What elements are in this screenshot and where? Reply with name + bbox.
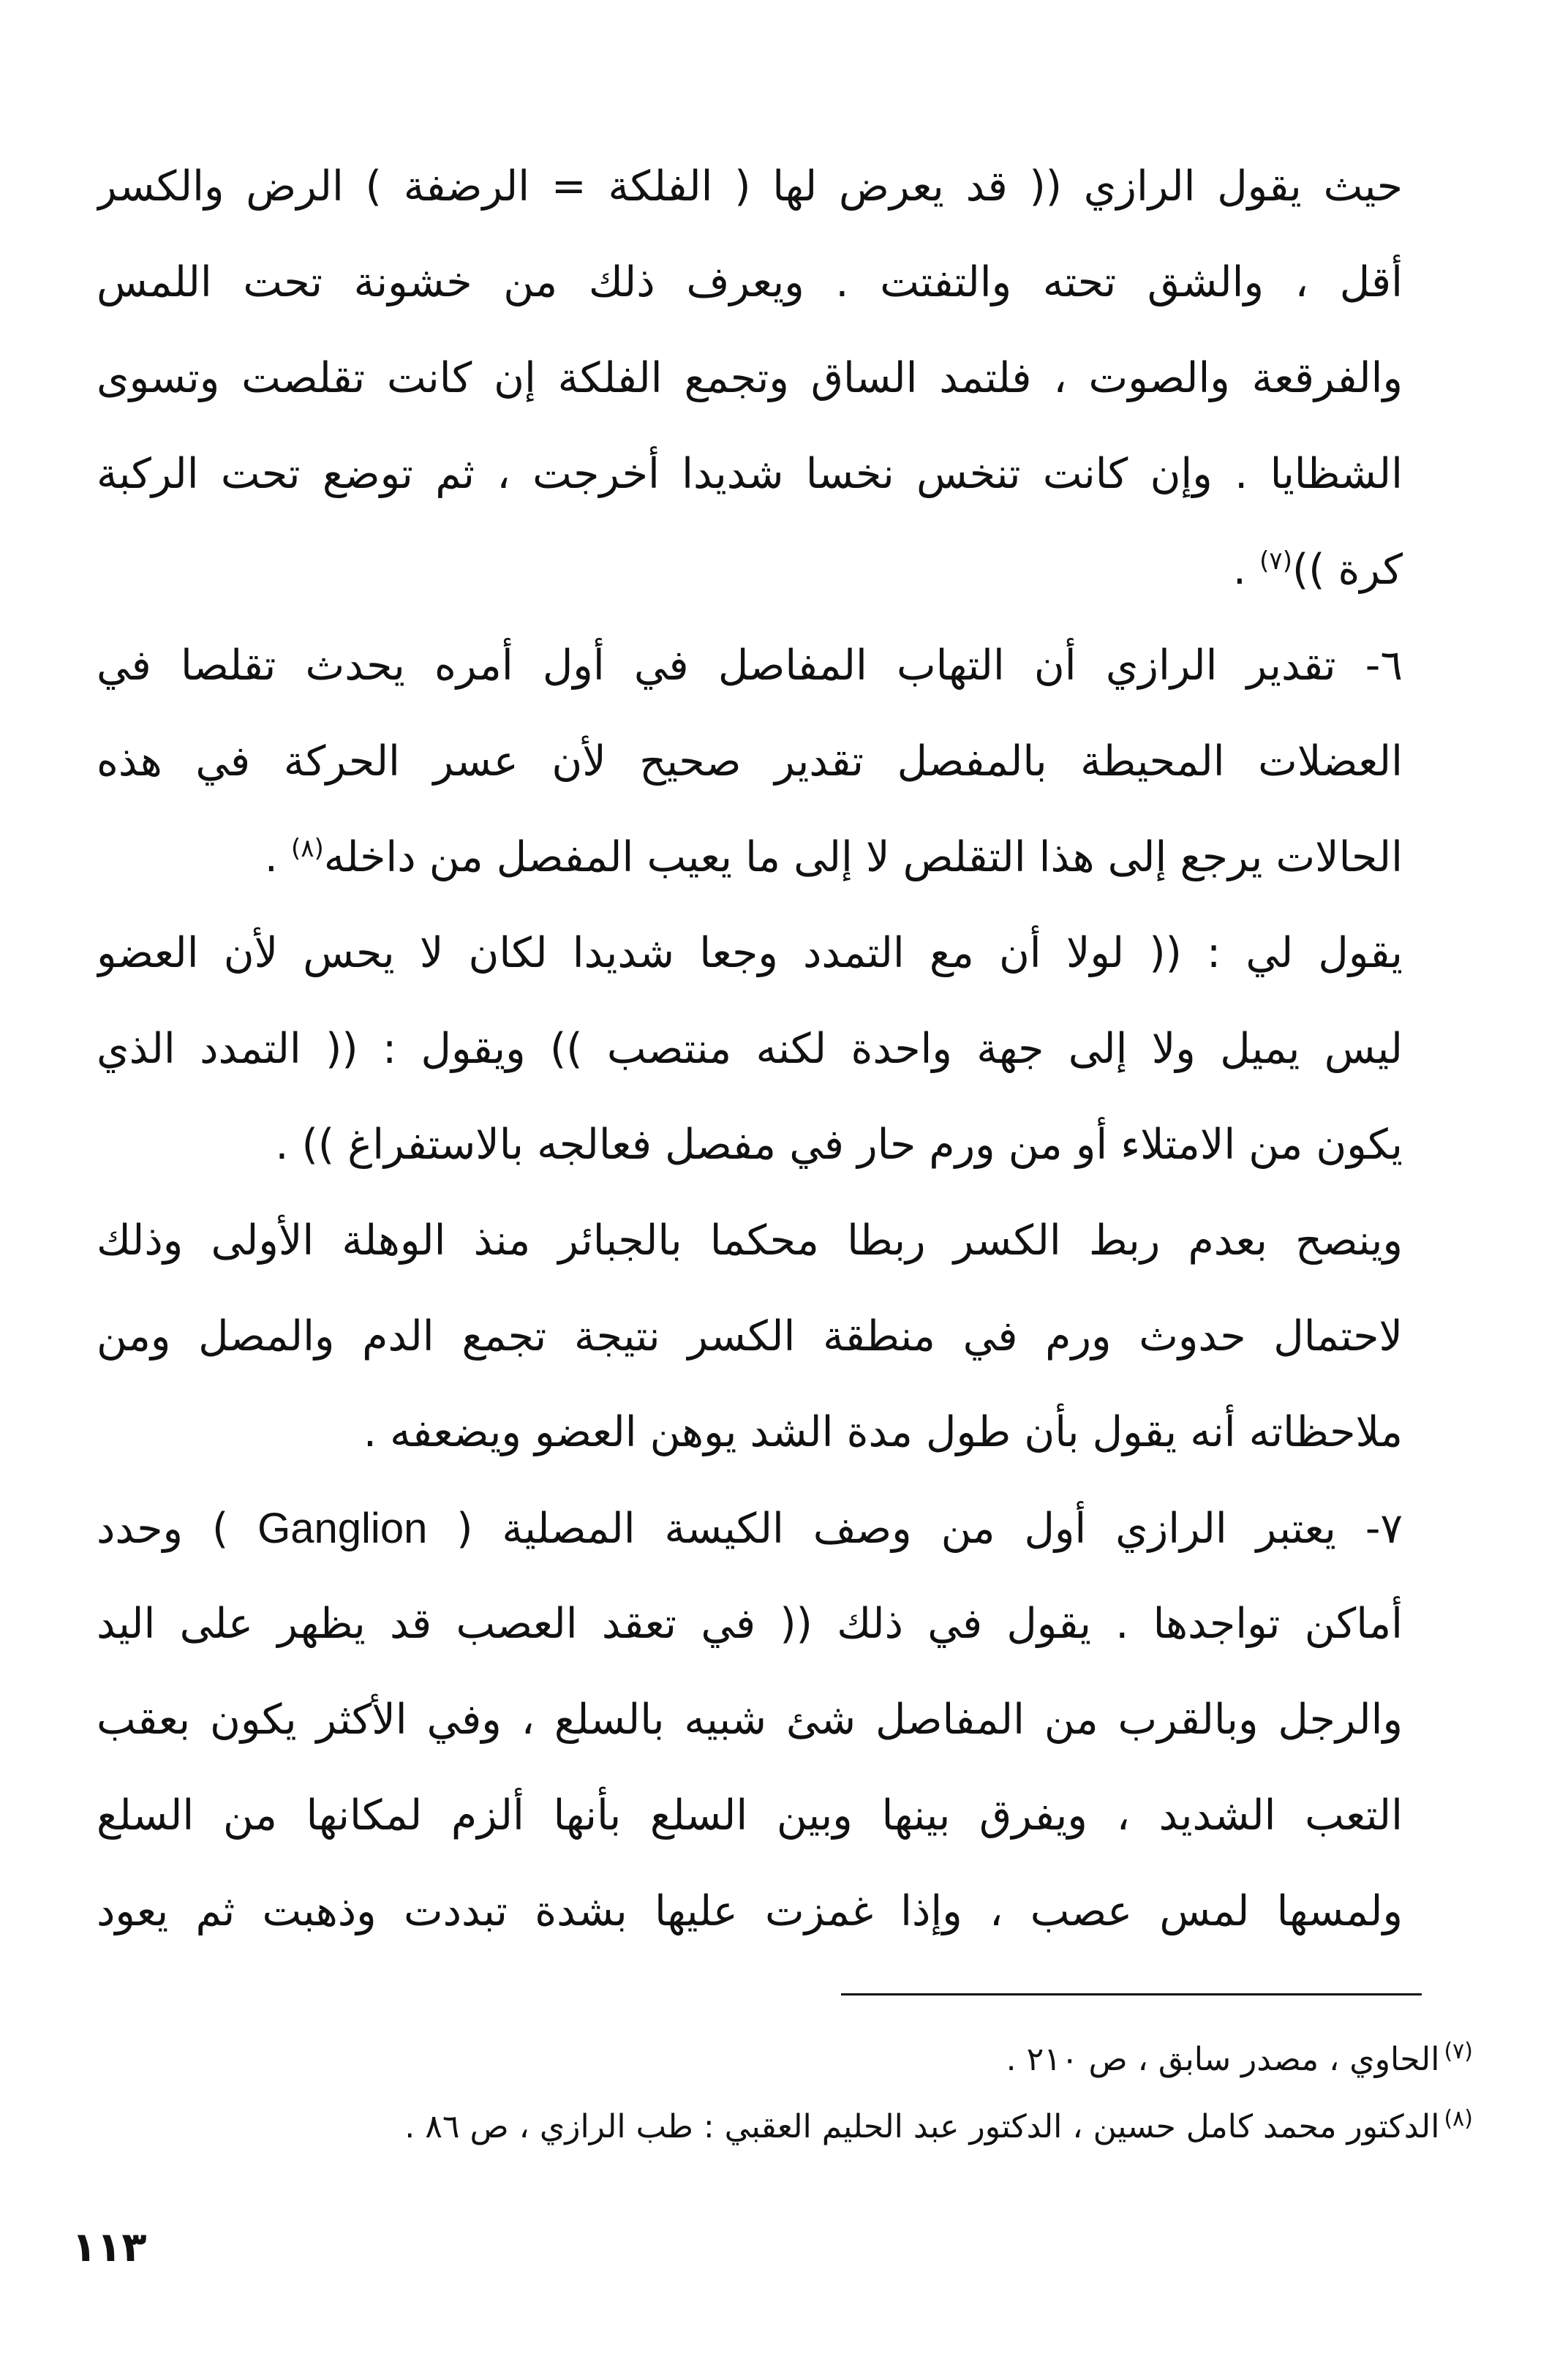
paragraph-line: أقل ، والشق تحته والتفتت . ويعرف ذلك من خشونة تحت اللمس [97, 258, 1403, 306]
paragraph-line: يقول لي : (( لولا أن مع التمدد وجعا شديدا لكان لا يحس لأن العضو [97, 929, 1403, 977]
paragraph-line-tail: . [1232, 546, 1247, 594]
footnote-8 [98, 2094, 1473, 2161]
numbered-item-line: ٦- تقدير الرازي أن التهاب المفاصل في أول أمره يحدث تقلصا في [97, 642, 1403, 690]
paragraph-line: أماكن تواجدها . يقول في ذلك (( في تعقد العصب قد يظهر على اليد [97, 1600, 1403, 1648]
paragraph-line: الشظايا . وإن كانت تنخس نخسا شديدا أخرجت ، ثم توضع تحت الركبة [97, 450, 1403, 498]
paragraph-line: حيث يقول الرازي (( قد يعرض لها ( الفلكة = الرضفة ) الرض والكسر [97, 162, 1403, 211]
paragraph-line-text: ٧- يعتبر الرازي أول من وصف الكيسة المصلية ( [456, 1505, 1403, 1553]
paragraph-line-tail: . [264, 833, 278, 881]
paragraph-line-text: كرة )) [1292, 546, 1403, 594]
paragraph-line: يكون من الامتلاء أو من ورم حار في مفصل فعالجه بالاستفراغ )) . [275, 1121, 1403, 1169]
footnotes [98, 2026, 1473, 2161]
footnote-text: الحاوي ، مصدر سابق ، ص ٢١٠ . [1006, 2041, 1440, 2078]
paragraph-line: وينصح بعدم ربط الكسر ربطا محكما بالجبائر منذ الوهلة الأولى وذلك [97, 1216, 1403, 1265]
footnote-mark: (٨) [1444, 2106, 1473, 2132]
page-number: ١١٣ [72, 2224, 147, 2271]
footnote-ref-7: (٧) [1259, 546, 1292, 576]
footnote-divider [841, 1993, 1422, 1995]
footnote-7 [98, 2026, 1473, 2094]
paragraph-line-text: ) وحدد [97, 1505, 229, 1553]
latin-term: Ganglion [257, 1505, 428, 1552]
paragraph-line [97, 522, 1403, 618]
footnote-mark: (٧) [1444, 2039, 1473, 2065]
footnote-ref-8: (٨) [290, 834, 324, 863]
paragraph-line: ولمسها لمس عصب ، وإذا غمزت عليها بشدة تبددت وذهبت ثم يعود [97, 1887, 1403, 1936]
body-text [97, 139, 1403, 1960]
paragraph-line: العضلات المحيطة بالمفصل تقدير صحيح لأن عسر الحركة في هذه [97, 737, 1403, 786]
paragraph-line-text: الحالات يرجع إلى هذا التقلص لا إلى ما يعيب المفصل من داخله [323, 833, 1403, 881]
footnote-text: الدكتور محمد كامل حسين ، الدكتور عبد الحليم العقبي : طب الرازي ، ص ٨٦ . [404, 2108, 1440, 2145]
paragraph-line: والفرقعة والصوت ، فلتمد الساق وتجمع الفلكة إن كانت تقلصت وتسوى [97, 354, 1403, 402]
paragraph-line: والرجل وبالقرب من المفاصل شئ شبيه بالسلع ، وفي الأكثر يكون بعقب [97, 1696, 1403, 1744]
paragraph-line: ملاحظاته أنه يقول بأن طول مدة الشد يوهن العضو ويضعفه . [363, 1408, 1403, 1456]
paragraph-line [97, 810, 1403, 906]
paragraph-line: ليس يميل ولا إلى جهة واحدة لكنه منتصب )) ويقول : (( التمدد الذي [97, 1025, 1403, 1073]
paragraph-line: التعب الشديد ، ويفرق بينها وبين السلع بأنها ألزم لمكانها من السلع [97, 1791, 1403, 1840]
numbered-item-line [97, 1481, 1403, 1576]
paragraph-line: لاحتمال حدوث ورم في منطقة الكسر نتيجة تجمع الدم والمصل ومن [97, 1312, 1403, 1361]
